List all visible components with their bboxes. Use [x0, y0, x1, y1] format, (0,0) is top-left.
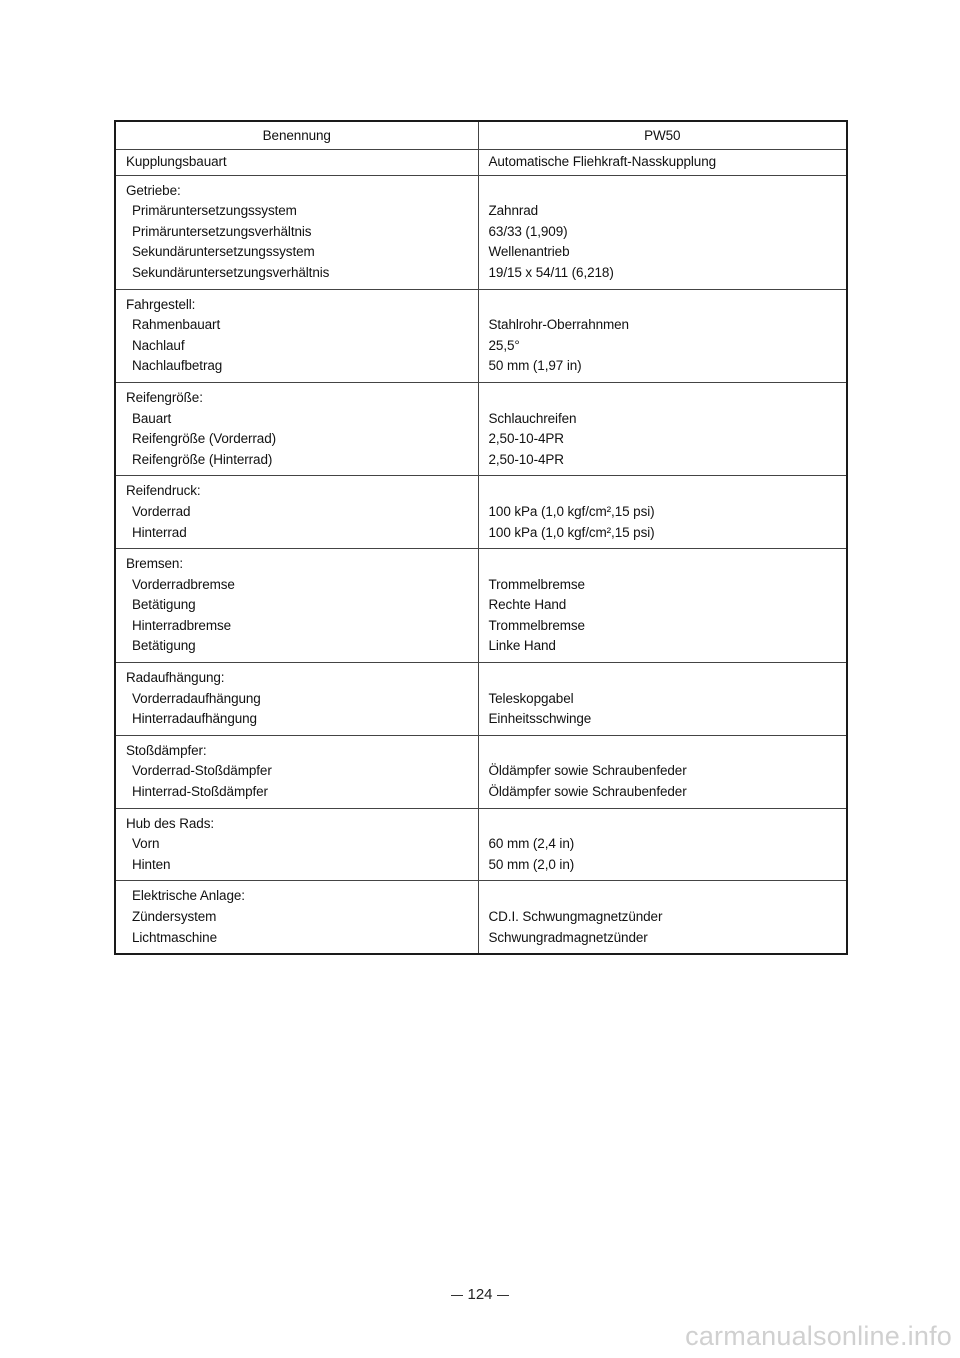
table-row-tire-size [115, 382, 847, 475]
spec-value [489, 181, 847, 202]
table-row-chassis [115, 289, 847, 382]
label-cell-chassis [115, 289, 478, 382]
section-heading: Stoßdämpfer: [126, 742, 207, 758]
spec-label: Hinten [132, 856, 171, 872]
spec-value: 63/33 (1,909) [488, 223, 568, 239]
spec-label: Reifengröße (Vorderrad) [132, 431, 277, 447]
spec-value: Wellenantrieb [488, 244, 570, 260]
spec-value: Trommelbremse [488, 617, 585, 633]
spec-label: Primäruntersetzungsverhältnis [132, 223, 312, 239]
section-heading: Fahrgestell: [126, 296, 196, 312]
spec-label: Vorderrad-Stoßdämpfer [132, 763, 272, 779]
spec-value: CD.I. Schwungmagnetzünder [488, 909, 663, 924]
value-cell-suspension [478, 663, 847, 736]
table-body [115, 150, 847, 955]
value-cell-electrical [478, 881, 847, 954]
value-cell-clutch [478, 150, 847, 176]
spec-value [489, 388, 847, 409]
spec-value: 2,50-10-4PR [488, 451, 564, 467]
spec-label: Hinterrad-Stoßdämpfer [132, 784, 268, 800]
label-cell-suspension [115, 663, 478, 736]
section-heading: Hub des Rads: [126, 815, 214, 831]
spec-label: Vorderradaufhängung [132, 690, 261, 706]
spec-value [489, 295, 847, 316]
section-heading: Elektrische Anlage: [132, 888, 245, 904]
label-cell-electrical [115, 881, 478, 954]
value-cell-transmission [478, 175, 847, 289]
section-heading: Reifengröße: [126, 389, 203, 405]
spec-label: Hinterrad [132, 524, 187, 540]
spec-value [489, 554, 847, 575]
header-benennung: Benennung [115, 121, 478, 150]
spec-value [489, 481, 847, 502]
value-cell-wheel-travel [478, 808, 847, 881]
spec-value: Automatische Fliehkraft-Nasskupplung [488, 154, 717, 169]
spec-label: Reifengröße (Hinterrad) [132, 451, 273, 467]
spec-value: Teleskopgabel [488, 690, 574, 706]
page-number [0, 1286, 960, 1303]
table-header-row [115, 121, 847, 150]
section-heading: Reifendruck: [126, 483, 201, 499]
spec-label: Nachlauf [132, 337, 185, 353]
spec-label: Hinterradaufhängung [132, 711, 257, 727]
spec-label: Lichtmaschine [132, 929, 217, 945]
value-cell-brakes [478, 549, 847, 663]
label-cell-transmission [115, 175, 478, 289]
spec-value: Zahnrad [488, 203, 539, 219]
spec-value: 19/15 x 54/11 (6,218) [488, 264, 614, 280]
spec-value: Öldämpfer sowie Schraubenfeder [488, 763, 687, 779]
spec-value: 100 kPa (1,0 kgf/cm²,15 psi) [488, 503, 655, 519]
spec-label: Sekundäruntersetzungsverhältnis [132, 264, 330, 280]
spec-value: 50 mm (2,0 in) [488, 856, 575, 872]
value-cell-chassis [478, 289, 847, 382]
label-cell-brakes [115, 549, 478, 663]
spec-label: Rahmenbauart [132, 317, 221, 333]
spec-value [489, 741, 847, 762]
spec-label: Betätigung [132, 638, 196, 654]
table-row-wheel-travel [115, 808, 847, 881]
section-heading: Bremsen: [126, 556, 183, 572]
spec-value: 100 kPa (1,0 kgf/cm²,15 psi) [488, 524, 655, 540]
table-row-clutch [115, 150, 847, 176]
label-cell-shock-absorbers [115, 735, 478, 808]
spec-label: Sekundäruntersetzungssystem [132, 244, 315, 260]
label-cell-wheel-travel [115, 808, 478, 881]
page-number-dash-right [497, 1295, 509, 1296]
spec-label: Hinterradbremse [132, 617, 232, 633]
spec-value [489, 668, 847, 689]
spec-value: Einheitsschwinge [488, 711, 592, 727]
spec-label: Vorderradbremse [132, 576, 235, 592]
table-row-transmission [115, 175, 847, 289]
table-row-brakes [115, 549, 847, 663]
specification-table [114, 120, 848, 955]
spec-value: Schwungradmagnetzünder [488, 929, 648, 945]
table-row-shock-absorbers [115, 735, 847, 808]
section-heading: Getriebe: [126, 182, 181, 198]
spec-label: Vorderrad [132, 503, 191, 519]
spec-label: Vorn [132, 836, 160, 852]
spec-label: Zündersystem [132, 909, 217, 924]
spec-value: Linke Hand [488, 638, 556, 654]
section-heading: Radaufhängung: [126, 670, 225, 686]
value-cell-tire-size [478, 382, 847, 475]
spec-value: Öldämpfer sowie Schraubenfeder [488, 784, 687, 800]
spec-label: Nachlaufbetrag [132, 358, 223, 374]
header-model: PW50 [478, 121, 847, 150]
page-number-dash-left [451, 1295, 463, 1296]
spec-value [489, 814, 847, 835]
label-cell-clutch [115, 150, 478, 176]
spec-label: Bauart [132, 410, 172, 426]
spec-value: Stahlrohr-Oberrahnmen [488, 317, 629, 333]
watermark: carmanualsonline.info [685, 1321, 952, 1351]
spec-label: Primäruntersetzungssystem [132, 203, 297, 219]
spec-value: Schlauchreifen [488, 410, 577, 426]
spec-value: Trommelbremse [488, 576, 585, 592]
spec-value: 50 mm (1,97 in) [488, 358, 582, 374]
spec-label: Betätigung [132, 597, 196, 613]
table-row-suspension [115, 663, 847, 736]
spec-value: 2,50-10-4PR [488, 431, 564, 447]
spec-value: 25,5° [488, 337, 520, 353]
value-cell-shock-absorbers [478, 735, 847, 808]
spec-value [489, 886, 847, 907]
label-cell-tire-size [115, 382, 478, 475]
spec-value: 60 mm (2,4 in) [488, 836, 575, 852]
spec-value: Rechte Hand [488, 597, 567, 613]
label-cell-tire-pressure [115, 476, 478, 549]
value-cell-tire-pressure [478, 476, 847, 549]
spec-label: Kupplungsbauart [126, 154, 227, 169]
page-number-text: 124 [467, 1286, 493, 1303]
table-row-tire-pressure [115, 476, 847, 549]
table-row-electrical [115, 881, 847, 954]
